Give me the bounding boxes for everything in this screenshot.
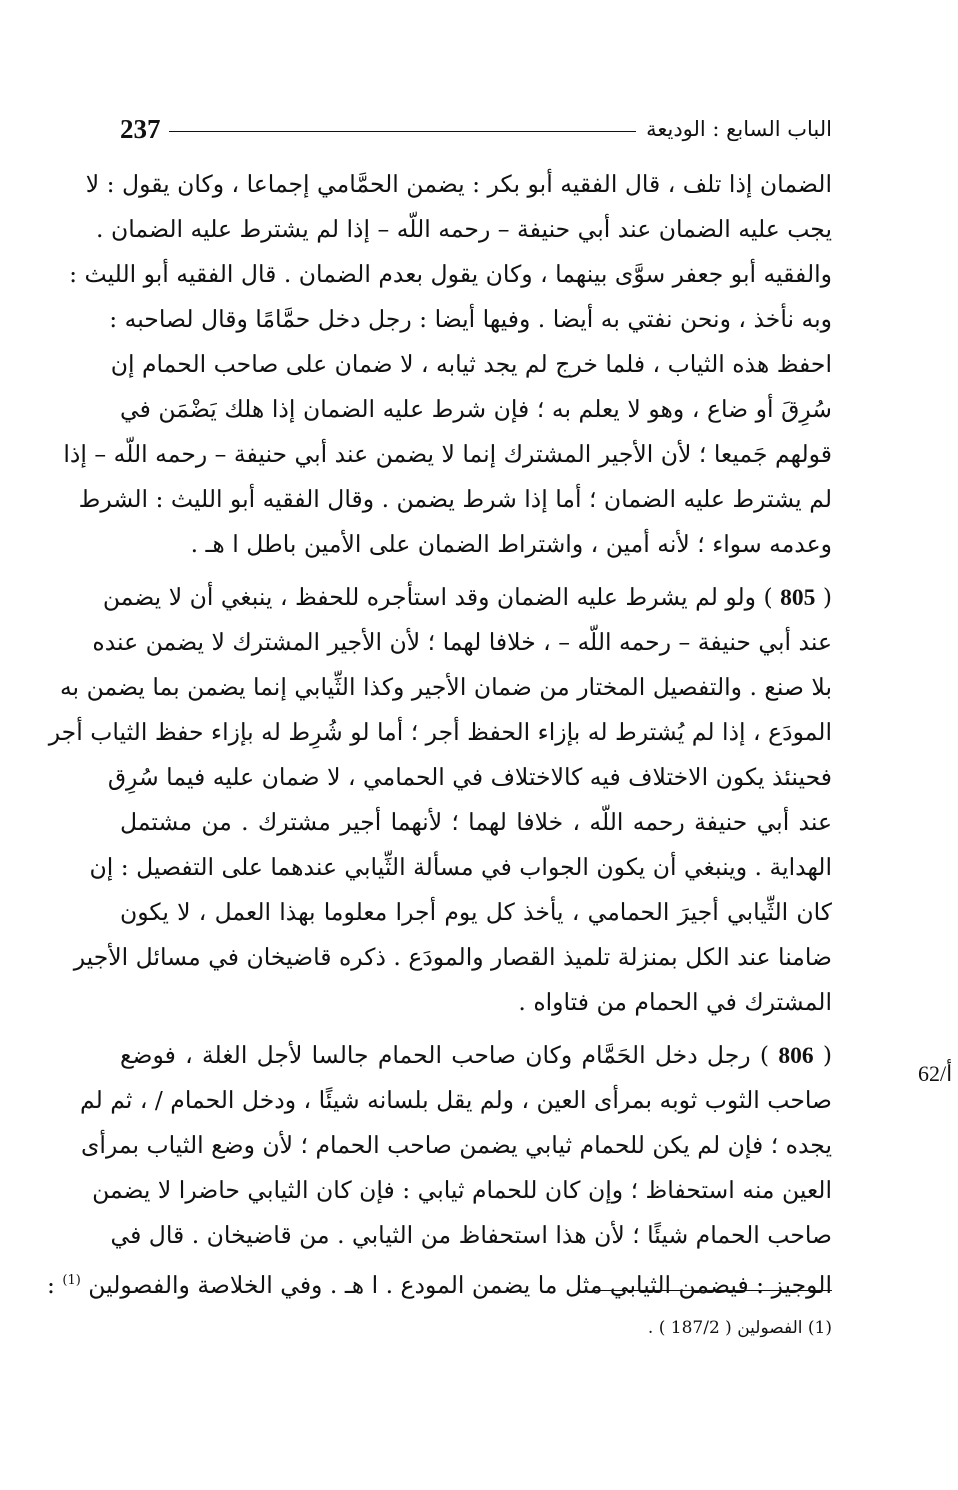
footnote-rule <box>592 1290 832 1291</box>
chapter-title: الباب السابع : الوديعة <box>646 117 832 141</box>
page-number: 237 <box>120 113 161 144</box>
text-line: سُرِقَ أو ضاع ، وهو لا يعلم به ؛ فإن شرط عليه الضمان إذا هلك يَضْمَن في <box>120 395 832 423</box>
text-line: والفقيه أبو جعفر سوَّى بينهما ، وكان يقول بعدم الضمان . قال الفقيه أبو الليث : <box>69 260 832 288</box>
text-line: قولهم جَميعا ؛ لأن الأجير المشترك إنما لا يضمن عند أبي حنيفة – رحمه اللّه – إذا <box>63 440 832 468</box>
text-line: وعدمه سواء ؛ لأنه أمين ، واشتراط الضمان على الأمين باطل ا هـ . <box>190 530 832 558</box>
text-line: احفظ هذه الثياب ، فلما خرج لم يجد ثيابه ، لا ضمان على صاحب الحمام إن <box>110 350 832 378</box>
header-rule <box>169 131 637 132</box>
footnote: (1) الفصولين ( 187/2 ) . <box>647 1318 832 1338</box>
text-line: لم يشترط عليه الضمان ؛ أما إذا شرط يضمن . وقال الفقيه أبو الليث : الشرط <box>78 485 832 513</box>
paragraph-805-first-line: ( 805 ) ولو لم يشرط عليه الضمان وقد استأجره للحفظ ، ينبغي أن لا يضمن <box>102 583 832 611</box>
text-line: المشترك في الحمام من فتاواه . <box>518 988 832 1016</box>
text-line: العين منه استحفاظ ؛ وإن كان للحمام ثيابي : فإن كان الثيابي حاضرا لا يضمن <box>92 1176 832 1204</box>
text-line: الضمان إذا تلف ، قال الفقيه أبو بكر : يضمن الحمَّامي إجماعا ، وكان يقول : لا <box>85 170 832 198</box>
text-line: وبه نأخذ ، ونحن نفتي به أيضا . وفيها أيضا : رجل دخل حمَّامًا وقال لصاحبه : <box>109 305 832 333</box>
text-line: ضامنا عند الكل بمنزلة تلميذ القصار والمودَع . ذكره قاضيخان في مسائل الأجير <box>73 943 832 971</box>
running-header <box>120 112 832 146</box>
text-line: عند أبي حنيفة رحمه اللّه ، خلافا لهما ؛ لأنهما أجير مشترك . من مشتمل <box>120 808 832 836</box>
paragraph-number: 806 <box>778 1043 814 1069</box>
paragraph-806-first-line: ( 806 ) رجل دخل الحَمَّام وكان صاحب الحمام جالسا لأجل الغلة ، فوضع <box>120 1041 832 1069</box>
paragraph-number: 805 <box>780 585 816 611</box>
text-line: كان الثِّيابي أجيرَ الحمامي ، يأخذ كل يوم أجرا معلوما بهذا العمل ، لا يكون <box>120 898 832 926</box>
footnote-reference[interactable]: (1) <box>62 1273 81 1288</box>
text-line: المودَع ، إذا لم يُشترط له بإزاء الحفظ أجر ؛ أما لو شُرِط له بإزاء حفظ الثياب أجر <box>48 718 832 746</box>
text-line: بلا صنع . والتفصيل المختار من ضمان الأجير وكذا الثِّيابي إنما يضمن بما يضمن به <box>59 673 832 701</box>
text-line: يجب عليه الضمان عند أبي حنيفة – رحمه اللّه – إذا لم يشترط عليه الضمان . <box>96 215 832 243</box>
text-line: صاحب الثوب ثوبه بمرأى العين ، ولم يقل بلسانه شيئًا ، ودخل الحمام / ، ثم لم <box>79 1086 832 1114</box>
text-line: الوجيز : فيضمن الثيابي مثل ما يضمن المودع . ا هـ . وفي الخلاصة والفصولين $^{(1)}$ : <box>46 1270 832 1299</box>
body-text <box>46 162 832 1303</box>
text-line: فحينئذ يكون الاختلاف فيه كالاختلاف في الحمامي ، لا ضمان عليه فيما سُرِق <box>107 763 832 791</box>
text-line: يجده ؛ فإن لم يكن للحمام ثيابي يضمن صاحب الحمام ؛ لأن وضع الثياب بمرأى <box>81 1131 832 1159</box>
manuscript-folio-marker: 62/أ <box>918 1061 953 1086</box>
text-line: عند أبي حنيفة – رحمه اللّه – ، خلافا لهما ؛ لأن الأجير المشترك لا يضمن عنده <box>92 628 832 656</box>
text-line: صاحب الحمام شيئًا ؛ لأن هذا استحفاظ من الثيابي . من قاضيخان . قال في <box>110 1221 832 1249</box>
text-line: الهداية . وينبغي أن يكون الجواب في مسألة الثِّيابي عندهما على التفصيل : إن <box>89 853 832 881</box>
